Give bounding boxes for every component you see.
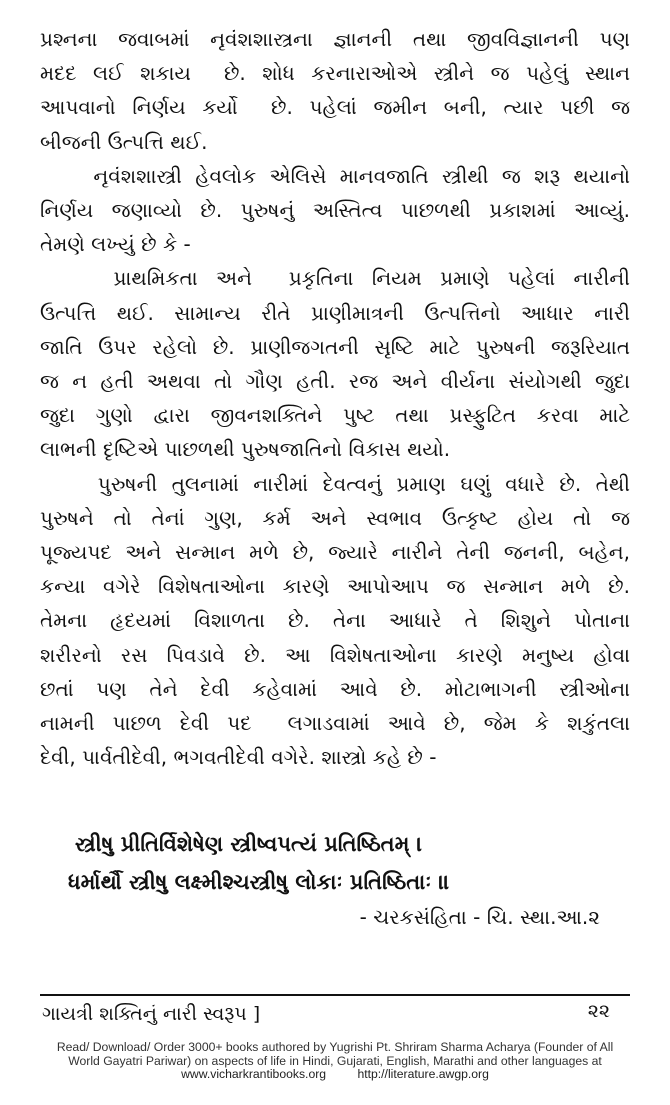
text-line: પ્રાથમિકતા અને પ્રકૃતિના નિયમ પ્રમાણે પહેલાં નારીની: [40, 266, 630, 291]
publisher-notice: [0, 1041, 670, 1082]
text-line: પ્રશ્નના જવાબમાં નૃવંશશાસ્ત્રના જ્ઞાનની તથા જીવવિજ્ઞાનની પણ: [40, 27, 630, 51]
awgp-literature-link[interactable]: http://literature.awgp.org: [357, 1067, 489, 1081]
running-footer-title: ગાયત્રી શક્તિનું નારી સ્વરૂપ ]: [42, 1003, 261, 1025]
notice-links: [0, 1068, 670, 1082]
text-line: આપવાનો નિર્ણય કર્યો છે. પહેલાં જમીન બની, ત્યાર પછી જ: [40, 95, 630, 120]
text-line: તેમણે લખ્યું છે કે -: [40, 232, 191, 257]
text-line: શરીરનો રસ પિવડાવે છે. આ વિશેષતાઓના કારણે મનુષ્ય હોવા: [40, 642, 630, 667]
text-line: લાભની દૃષ્ટિએ પાછળથી પુરુષજાતિનો વિકાસ થયો.: [40, 437, 451, 462]
text-line: પુરુષને તો તેનાં ગુણ, કર્મ અને સ્વભાવ ઉત્કૃષ્ટ હોય તો જ: [40, 505, 630, 530]
text-line: જુદા ગુણો દ્વારા જીવનશક્તિને પુષ્ટ તથા પ્રસ્ફુટિત કરવા માટે: [40, 403, 630, 428]
text-line: પૂજ્યપદ અને સન્માન મળે છે, જ્યારે નારીને તેની જનની, બહેન,: [40, 540, 630, 565]
text-line: નામની પાછળ દેવી પદ લગાડવામાં આવે છે, જેમ કે શકુંતલા: [40, 711, 630, 736]
text-line: બીજની ઉત્પત્તિ થઈ.: [40, 129, 208, 154]
text-line: નિર્ણય જણાવ્યો છે. પુરુષનું અસ્તિત્વ પાછળથી પ્રકાશમાં આવ્યું.: [40, 198, 630, 223]
text-line: પુરુષની તુલનામાં નારીમાં દેવત્વનું પ્રમાણ ઘણું વધારે છે. તેથી: [40, 471, 630, 496]
vicharkranti-link[interactable]: www.vicharkrantibooks.org: [181, 1067, 327, 1081]
sanskrit-verse: [68, 825, 615, 901]
text-line: કન્યા વગેરે વિશેષતાઓના કારણે આપોઆપ જ સન્માન મળે છે.: [40, 574, 630, 599]
text-line: ઉત્પત્તિ થઈ. સામાન્ય રીતે પ્રાણીમાત્રની ઉત્પત્તિનો આધાર નારી: [40, 300, 630, 325]
verse-line-1: સ્ત્રીષુ પ્રીતિર્વિશેષેણ સ્ત્રીષ્વપત્યં પ્રતિષ્ઠિતમ્ ।: [75, 832, 423, 856]
page-number: ૨૨: [587, 1000, 610, 1022]
notice-line-1: Read/ Download/ Order 3000+ books authored by Yugrishi Pt. Shriram Sharma Acharya (Founder of All: [56, 1040, 614, 1054]
verse-citation: - ચરકસંહિતા - ચિ. સ્થા.આ.૨: [359, 905, 600, 929]
footer-divider: [40, 994, 630, 996]
verse-line-2: ધર્માર્થૌ સ્ત્રીષુ લક્ષ્મીશ્ચસ્ત્રીષુ લોકાઃ પ્રતિષ્ઠિતાઃ ॥: [68, 870, 450, 894]
notice-line-2: World Gayatri Pariwar) on aspects of life in Hindi, Gujarati, English, Marathi and other languages at: [68, 1053, 602, 1068]
text-line: દેવી, પાર્વતીદેવી, ભગવતીદેવી વગેરે. શાસ્ત્રો કહે છે -: [40, 745, 437, 770]
text-line: જાતિ ઉપર રહેલો છે. પ્રાણીજગતની સૃષ્ટિ માટે પુરુષની જરૂરિયાત: [40, 334, 630, 359]
text-line: છતાં પણ તેને દેવી કહેવામાં આવે છે. મોટાભાગની સ્ત્રીઓના: [40, 676, 630, 701]
text-line: તેમના હૃદયમાં વિશાળતા છે. તેના આધારે તે શિશુને પોતાના: [40, 608, 630, 633]
text-line: જ ન હતી અથવા તો ગૌણ હતી. રજ અને વીર્યના સંયોગથી જુદા: [40, 369, 630, 394]
text-line: મદદ લઈ શકાય છે. શોધ કરનારાઓએ સ્ત્રીને જ પહેલું સ્થાન: [40, 61, 630, 86]
body-text: [40, 22, 630, 774]
text-line: નૃવંશશાસ્ત્રી હેવલોક એલિસે માનવજાતિ સ્ત્રીથી જ શરૂ થયાનો: [40, 163, 630, 188]
